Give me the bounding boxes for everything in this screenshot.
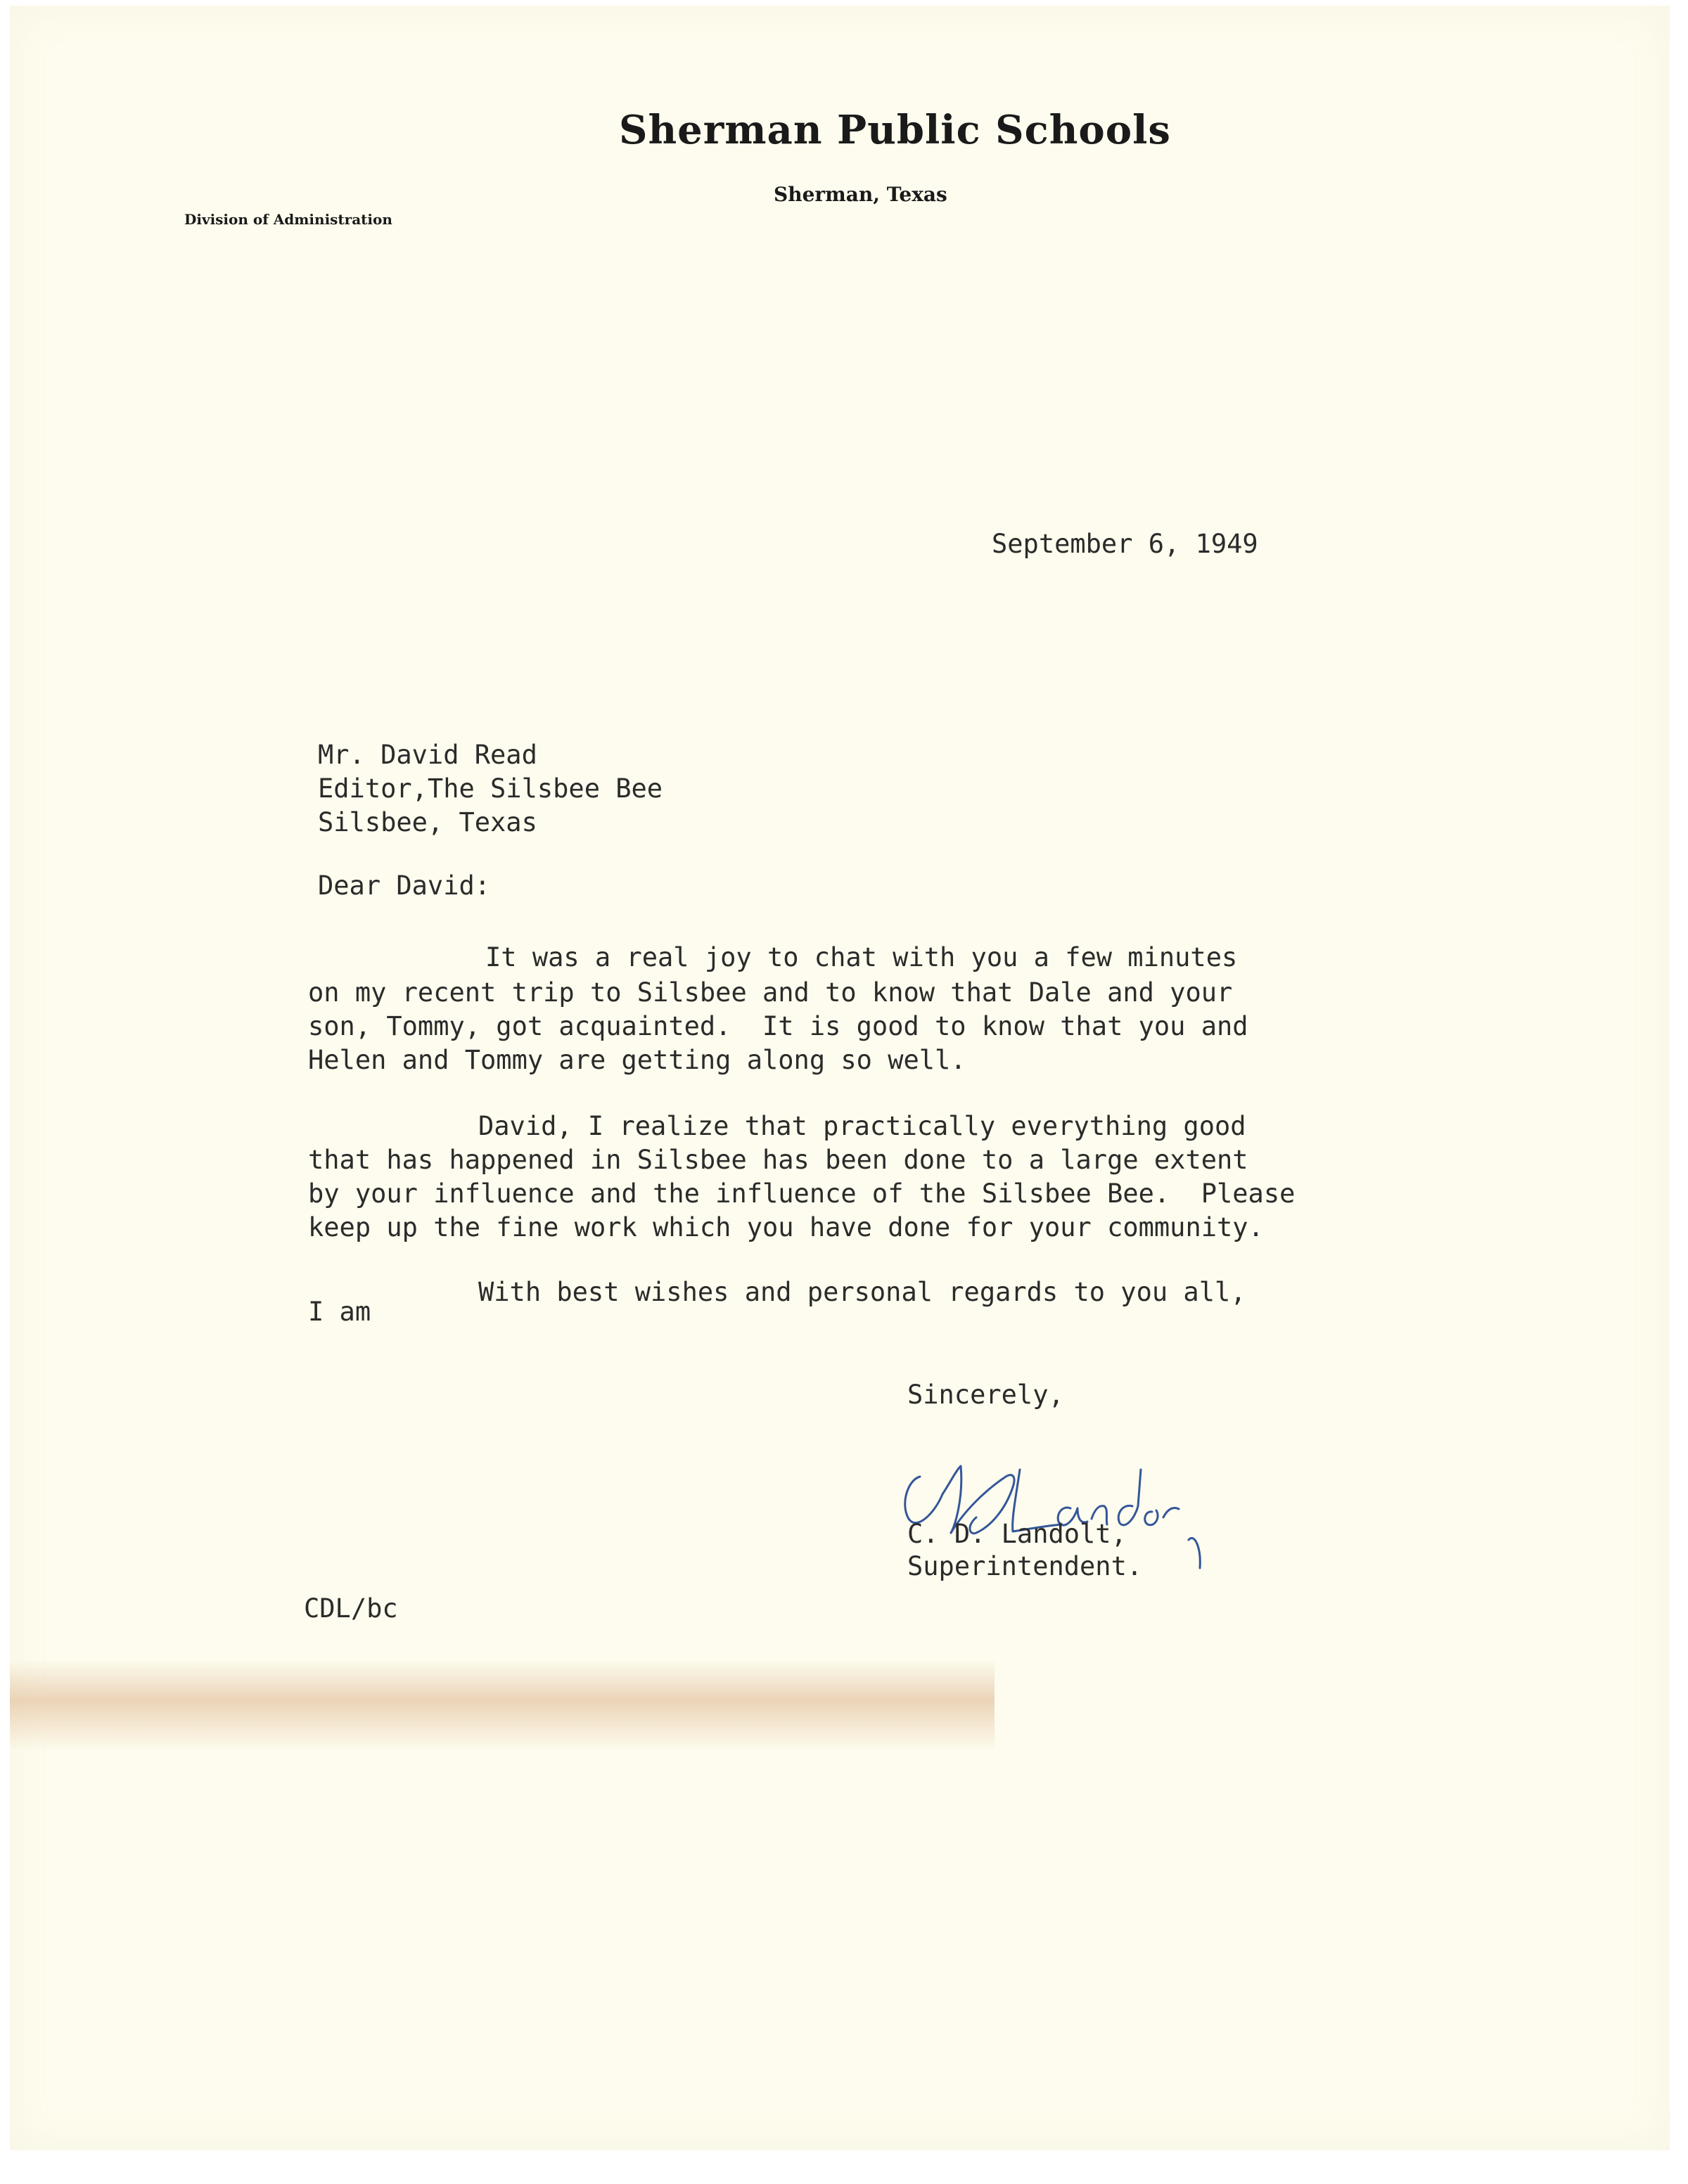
- letterhead-division: Division of Administration: [184, 211, 392, 228]
- recipient-city: Silsbee, Texas: [318, 807, 537, 837]
- recipient-name: Mr. David Read: [318, 740, 537, 770]
- body-line: With best wishes and personal regards to you all,: [478, 1277, 1246, 1307]
- body-line: keep up the fine work which you have done for your community.: [308, 1212, 1264, 1242]
- body-line: I am: [308, 1297, 371, 1327]
- signer-title: Superintendent.: [907, 1551, 1143, 1581]
- body-line: It was a real joy to chat with you a few minutes: [485, 942, 1238, 972]
- typist-initials: CDL/bc: [304, 1593, 398, 1624]
- salutation: Dear David:: [318, 871, 491, 901]
- letter-sheet: [10, 6, 1670, 2150]
- body-line: Helen and Tommy are getting along so well.: [308, 1045, 966, 1075]
- body-line: David, I realize that practically everything good: [478, 1111, 1246, 1141]
- body-line: by your influence and the influence of the Silsbee Bee. Please: [308, 1178, 1296, 1209]
- body-line: son, Tommy, got acquainted. It is good to know that you and: [308, 1011, 1248, 1041]
- body-line: that has happened in Silsbee has been done to a large extent: [308, 1145, 1248, 1175]
- signer-name: C. D. Landolt,: [907, 1519, 1127, 1549]
- closing: Sincerely,: [907, 1380, 1064, 1410]
- letterhead-title: Sherman Public Schools: [619, 107, 1171, 153]
- recipient-title: Editor,The Silsbee Bee: [318, 773, 663, 804]
- paper-stain: [10, 1659, 995, 1751]
- letterhead-city: Sherman, Texas: [774, 183, 947, 206]
- body-line: on my recent trip to Silsbee and to know that Dale and your: [308, 977, 1233, 1008]
- letter-date: September 6, 1949: [992, 529, 1258, 559]
